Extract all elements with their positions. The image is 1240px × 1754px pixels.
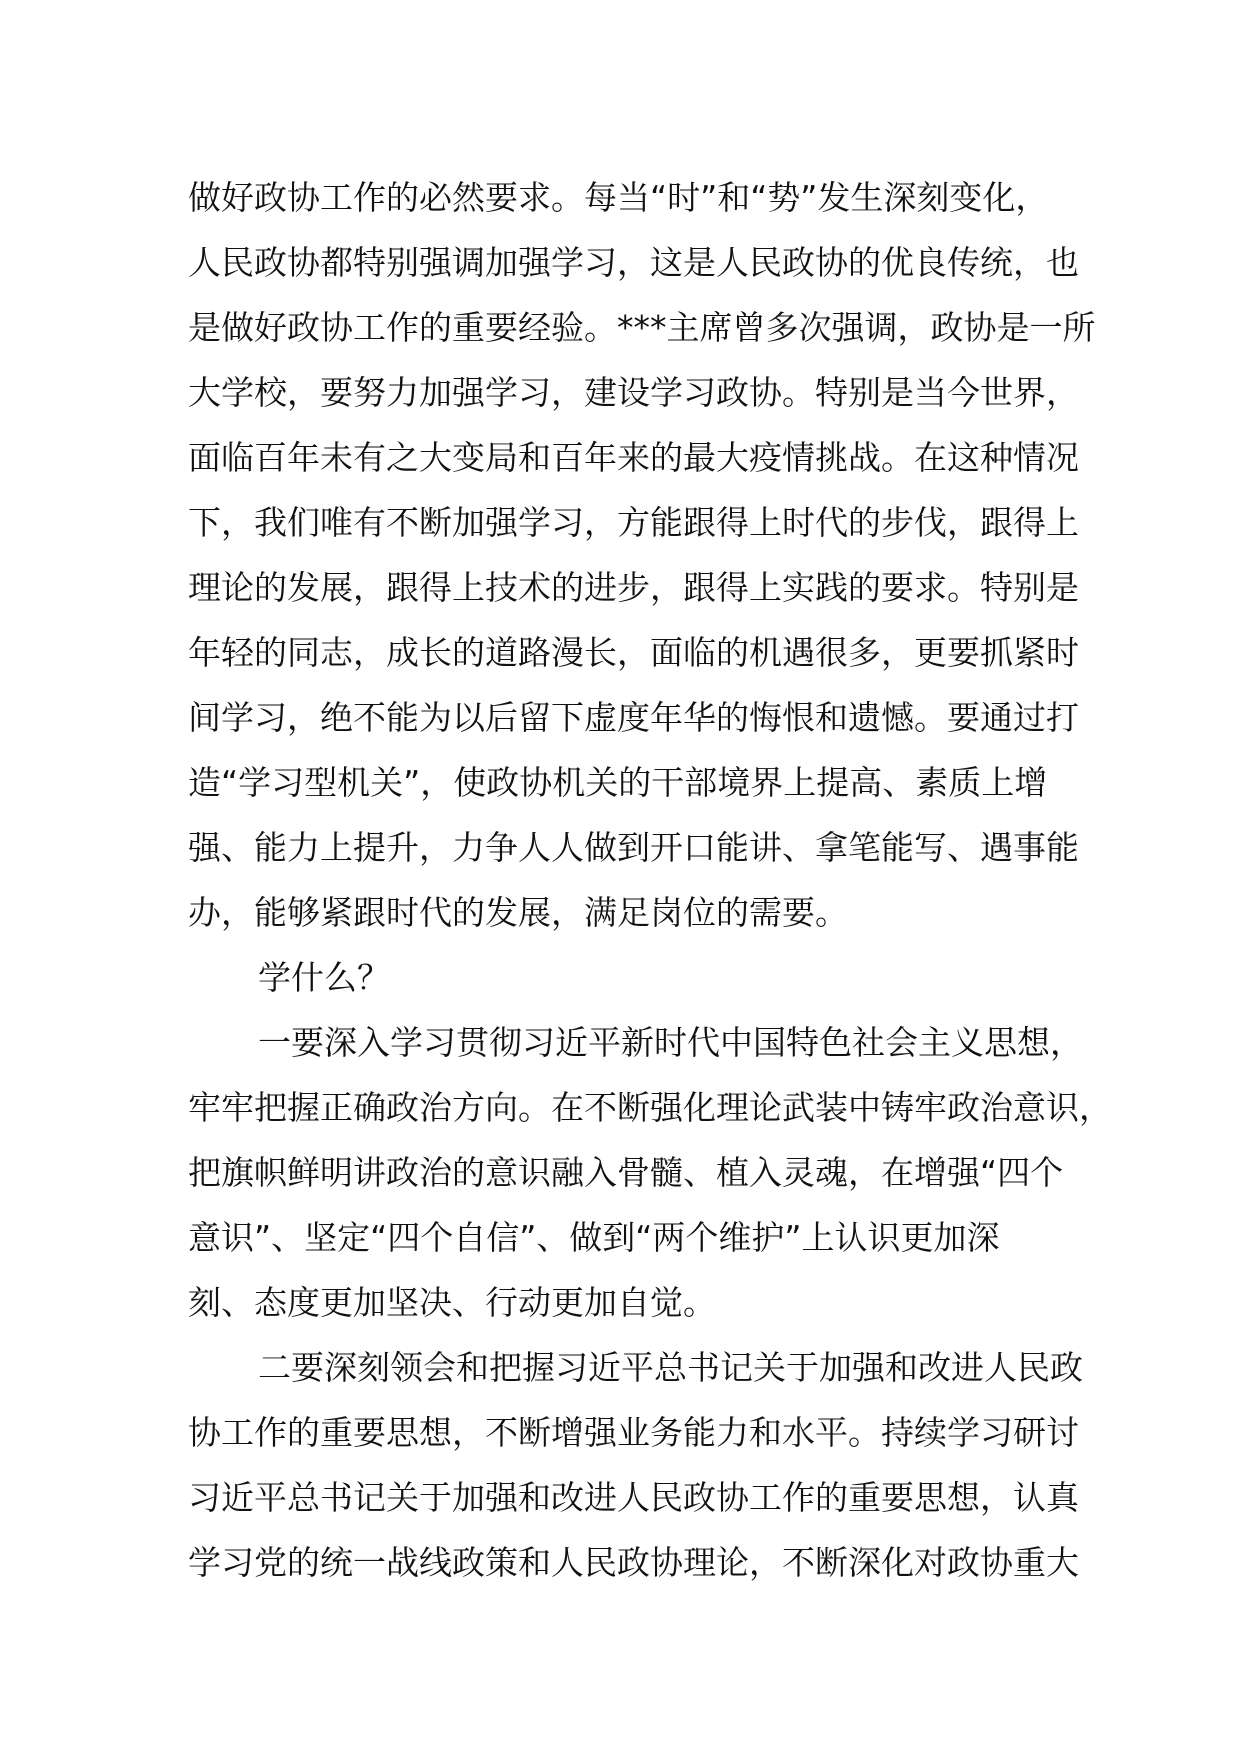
text-line: 理论的发展，跟得上技术的进步，跟得上实践的要求。特别是 bbox=[188, 568, 1079, 607]
text-line: 人民政协都特别强调加强学习，这是人民政协的优良传统，也 bbox=[188, 243, 1079, 282]
text-line: 协工作的重要思想，不断增强业务能力和水平。持续学习研讨 bbox=[188, 1413, 1079, 1452]
paragraph-first-line: 二要深刻领会和把握习近平总书记关于加强和改进人民政 bbox=[258, 1348, 1083, 1387]
text-line: 意识”、坚定“四个自信”、做到“两个维护”上认识更加深 bbox=[188, 1218, 1000, 1257]
text-line: 做好政协工作的必然要求。每当“时”和“势”发生深刻变化， bbox=[188, 178, 1049, 217]
text-line: 习近平总书记关于加强和改进人民政协工作的重要思想，认真 bbox=[188, 1478, 1079, 1517]
text-line: 刻、态度更加坚决、行动更加自觉。 bbox=[188, 1283, 716, 1322]
text-line: 造“学习型机关”，使政协机关的干部境界上提高、素质上增 bbox=[188, 763, 1048, 802]
text-line: 面临百年未有之大变局和百年来的最大疫情挑战。在这种情况 bbox=[188, 438, 1079, 477]
text-line: 年轻的同志，成长的道路漫长，面临的机遇很多，更要抓紧时 bbox=[188, 633, 1079, 672]
section-heading: 学什么？ bbox=[258, 958, 390, 997]
text-line: 是做好政协工作的重要经验。***主席曾多次强调，政协是一所 bbox=[188, 308, 1096, 347]
text-line: 学习党的统一战线政策和人民政协理论，不断深化对政协重大 bbox=[188, 1543, 1079, 1582]
text-line: 强、能力上提升，力争人人做到开口能讲、拿笔能写、遇事能 bbox=[188, 828, 1079, 867]
text-line: 办，能够紧跟时代的发展，满足岗位的需要。 bbox=[188, 893, 848, 932]
document-body bbox=[188, 165, 1112, 1595]
text-line: 间学习，绝不能为以后留下虚度年华的悔恨和遗憾。要通过打 bbox=[188, 698, 1079, 737]
text-line: 把旗帜鲜明讲政治的意识融入骨髓、植入灵魂，在增强“四个 bbox=[188, 1153, 1064, 1192]
text-line: 大学校，要努力加强学习，建设学习政协。特别是当今世界， bbox=[188, 373, 1079, 412]
text-line: 下，我们唯有不断加强学习，方能跟得上时代的步伐，跟得上 bbox=[188, 503, 1079, 542]
text-line: 牢牢把握正确政治方向。在不断强化理论武装中铸牢政治意识， bbox=[188, 1088, 1112, 1127]
paragraph-first-line: 一要深入学习贯彻习近平新时代中国特色社会主义思想， bbox=[258, 1023, 1083, 1062]
